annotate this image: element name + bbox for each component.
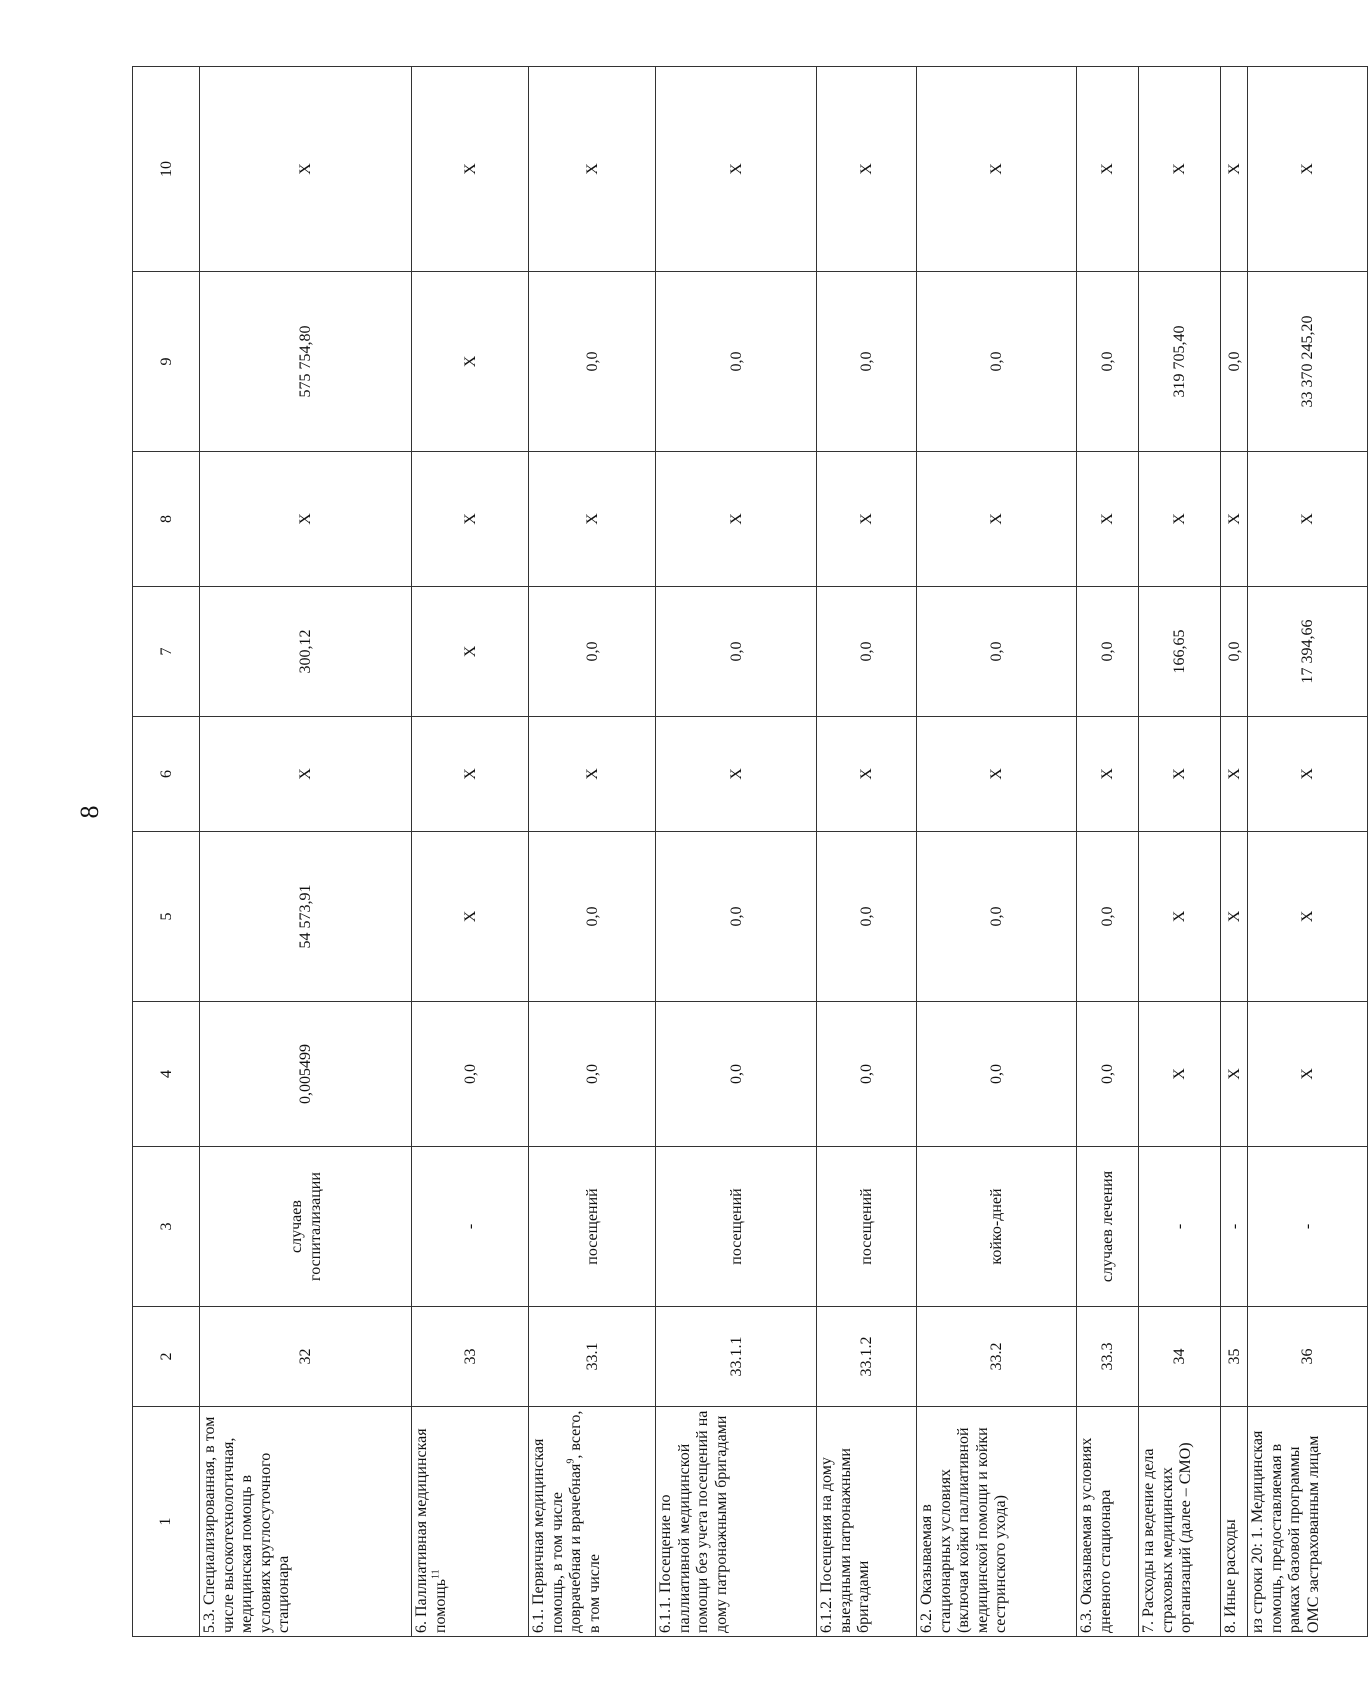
row-label: 6.1.1. Посещение по паллиативной медицинской помощи без учета посещений на дому патронажными бригадами [657, 1410, 730, 1633]
row-label: 6. Паллиативная медицинская помощь [413, 1428, 449, 1633]
header-cell: 1 [133, 1407, 200, 1637]
table-cell: 33.3 [1077, 1307, 1139, 1407]
row-label-cell [817, 1407, 917, 1637]
table-cell: 166,65 [1139, 587, 1221, 717]
table-cell: 0,0 [412, 1002, 529, 1147]
table-cell: 0,0 [817, 832, 917, 1002]
table-cell: X [656, 717, 817, 832]
table-row [656, 67, 817, 1637]
header-cell: 6 [133, 717, 200, 832]
table-cell: 0,0 [529, 272, 656, 452]
table-cell: X [1139, 832, 1221, 1002]
table-cell: X [1077, 67, 1139, 272]
header-row [133, 67, 200, 1637]
table-cell: 0,005499 [200, 1002, 412, 1147]
table-row [1248, 67, 1368, 1637]
table-cell: 0,0 [656, 1002, 817, 1147]
footnote-ref: 11 [430, 1569, 442, 1579]
table-cell: 0,0 [1221, 587, 1248, 717]
rotated-table-container [132, 67, 1322, 1637]
row-label-cell [529, 1407, 656, 1637]
table-cell: 0,0 [1077, 272, 1139, 452]
table-cell: 0,0 [656, 832, 817, 1002]
table-cell: 0,0 [1077, 587, 1139, 717]
table-cell: X [656, 67, 817, 272]
table-cell: X [529, 67, 656, 272]
table-cell: X [1221, 832, 1248, 1002]
header-cell: 8 [133, 452, 200, 587]
row-label: 6.1.2. Посещения на дому выездными патронажными бригадами [818, 1448, 872, 1633]
table-cell: X [1221, 717, 1248, 832]
table-cell: 33.2 [917, 1307, 1077, 1407]
table-cell: 0,0 [817, 1002, 917, 1147]
table-cell: X [1077, 717, 1139, 832]
table-cell: 300,12 [200, 587, 412, 717]
table-row [1139, 67, 1221, 1637]
table-cell: X [1221, 452, 1248, 587]
table-cell: X [656, 452, 817, 587]
table-cell: 0,0 [529, 832, 656, 1002]
table-cell: 0,0 [917, 272, 1077, 452]
footnote-ref: 9 [565, 1458, 577, 1464]
row-label-cell [1248, 1407, 1368, 1637]
table-cell: 0,0 [656, 587, 817, 717]
table-cell: X [1139, 1002, 1221, 1147]
row-label-cell [1221, 1407, 1248, 1637]
table-cell: X [412, 452, 529, 587]
table-cell: 54 573,91 [200, 832, 412, 1002]
table-row [1221, 67, 1248, 1637]
row-label-cell [1139, 1407, 1221, 1637]
table-cell: X [412, 272, 529, 452]
table-cell: 319 705,40 [1139, 272, 1221, 452]
table-row [917, 67, 1077, 1637]
header-cell: 4 [133, 1002, 200, 1147]
table-cell: X [1221, 1002, 1248, 1147]
table-cell: 0,0 [1221, 272, 1248, 452]
table-cell: X [529, 717, 656, 832]
table-cell: 33.1 [529, 1307, 656, 1407]
row-label-cell [1077, 1407, 1139, 1637]
table-cell: посещений [529, 1147, 656, 1307]
table-cell: X [1248, 452, 1368, 587]
row-label: 5.3. Специализированная, в том числе высокотехнологичная, медицинская помощь в условиях круглосуточного стационара [201, 1416, 292, 1633]
row-label: 6.1. Первичная медицинская помощь, в том числе доврачебная и врачебная [530, 1438, 584, 1633]
table-cell: X [1139, 452, 1221, 587]
table-cell: X [917, 67, 1077, 272]
table-cell: X [1139, 67, 1221, 272]
table-cell: 36 [1248, 1307, 1368, 1407]
table-cell: X [200, 67, 412, 272]
row-label-cell [200, 1407, 412, 1637]
page-number: 8 [75, 805, 104, 819]
table-cell: 35 [1221, 1307, 1248, 1407]
table-cell: X [412, 67, 529, 272]
table-cell: X [817, 67, 917, 272]
data-table [132, 66, 1368, 1637]
header-cell: 7 [133, 587, 200, 717]
row-label-continued: , всего, в том числе [567, 1410, 603, 1633]
table-row [412, 67, 529, 1637]
table-cell: 0,0 [1077, 832, 1139, 1002]
table-cell: X [200, 452, 412, 587]
table-cell: 0,0 [817, 272, 917, 452]
table-cell: X [917, 452, 1077, 587]
table-cell: 0,0 [656, 272, 817, 452]
table-cell: 33.1.1 [656, 1307, 817, 1407]
row-label-cell [656, 1407, 817, 1637]
table-cell: - [1221, 1147, 1248, 1307]
table-row [1077, 67, 1139, 1637]
header-cell: 10 [133, 67, 200, 272]
header-cell: 5 [133, 832, 200, 1002]
table-cell: 32 [200, 1307, 412, 1407]
table-cell: 33.1.2 [817, 1307, 917, 1407]
table-cell: 0,0 [917, 832, 1077, 1002]
table-cell: X [817, 717, 917, 832]
header-cell: 3 [133, 1147, 200, 1307]
table-cell: X [412, 717, 529, 832]
table-cell: 17 394,66 [1248, 587, 1368, 717]
row-label: из строки 20: 1. Медицинская помощь, предоставляемая в рамках базовой программы ОМС застрахованным лицам [1249, 1430, 1322, 1633]
table-cell: X [1248, 67, 1368, 272]
table-cell: 34 [1139, 1307, 1221, 1407]
table-cell: 33 [412, 1307, 529, 1407]
table-cell: X [1139, 717, 1221, 832]
table-row [529, 67, 656, 1637]
table-row [200, 67, 412, 1637]
table-cell: X [529, 452, 656, 587]
table-cell: 0,0 [529, 587, 656, 717]
table-cell: - [1248, 1147, 1368, 1307]
row-label: 7. Расходы на ведение дела страховых медицинских организаций (далее – СМО) [1140, 1442, 1194, 1633]
table-cell: X [1248, 717, 1368, 832]
table-cell: - [412, 1147, 529, 1307]
table-cell: 0,0 [817, 587, 917, 717]
table-body [133, 67, 1368, 1637]
table-cell: X [412, 832, 529, 1002]
table-cell: койко-дней [917, 1147, 1077, 1307]
table-cell: 33 370 245,20 [1248, 272, 1368, 452]
table-cell: 0,0 [529, 1002, 656, 1147]
row-label: 6.3. Оказываемая в условиях дневного стационара [1078, 1437, 1114, 1633]
table-cell: X [1077, 452, 1139, 587]
table-cell: случаев лечения [1077, 1147, 1139, 1307]
row-label: 8. Иные расходы [1222, 1519, 1239, 1633]
table-cell: X [1248, 1002, 1368, 1147]
header-cell: 2 [133, 1307, 200, 1407]
table-cell: случаев госпитализации [200, 1147, 412, 1307]
table-cell: X [200, 717, 412, 832]
table-cell: 575 754,80 [200, 272, 412, 452]
table-cell: X [412, 587, 529, 717]
row-label-cell [917, 1407, 1077, 1637]
table-cell: X [1221, 67, 1248, 272]
table-cell: X [817, 452, 917, 587]
table-cell: 0,0 [1077, 1002, 1139, 1147]
header-cell: 9 [133, 272, 200, 452]
table-cell: посещений [656, 1147, 817, 1307]
row-label: 6.2. Оказываемая в стационарных условиях (включая койки паллиативной медицинской помощи и койки сестринского ухода) [918, 1427, 1009, 1633]
table-cell: X [917, 717, 1077, 832]
table-cell: X [1248, 832, 1368, 1002]
table-cell: посещений [817, 1147, 917, 1307]
table-cell: 0,0 [917, 587, 1077, 717]
table-row [817, 67, 917, 1637]
table-cell: 0,0 [917, 1002, 1077, 1147]
table-cell: - [1139, 1147, 1221, 1307]
row-label-cell [412, 1407, 529, 1637]
